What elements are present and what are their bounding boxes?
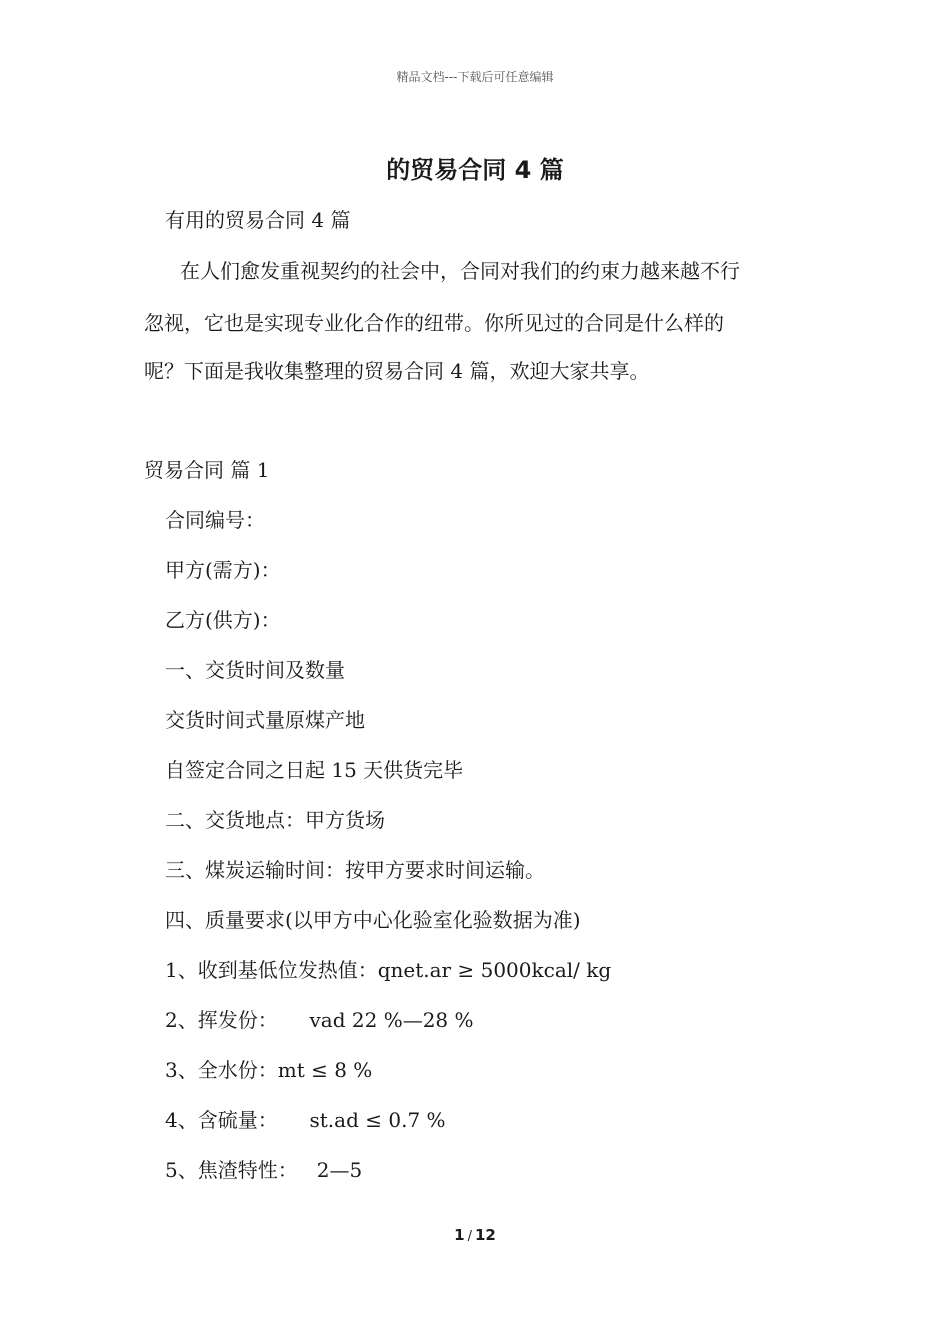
contract-number-label: 合同编号： [165,508,265,532]
document-title: 的贸易合同 4 篇 [386,156,564,184]
quality-item-5: 5、焦渣特性： 2—5 [165,1158,363,1182]
quality-item-1: 1、收到基低位发热值：qnet.ar ≥ 5000kcal/ kg [165,958,612,982]
page-number [0,1226,950,1244]
intro-line-3: 呢？下面是我收集整理的贸易合同 4 篇，欢迎大家共享。 [144,359,650,383]
quality-item-3: 3、全水份：mt ≤ 8 % [165,1058,373,1082]
intro-line-2: 忽视，它也是实现专业化合作的纽带。你所见过的合同是什么样的 [144,311,724,335]
party-a-label: 甲方(需方)： [165,558,281,582]
clause-1-table-header: 交货时间式量原煤产地 [165,708,365,732]
clause-1-detail: 自签定合同之日起 15 天供货完毕 [165,758,464,782]
clause-2: 二、交货地点：甲方货场 [165,808,385,832]
intro-line-1: 在人们愈发重视契约的社会中，合同对我们的约束力越来越不行 [180,259,740,283]
document-subtitle: 有用的贸易合同 4 篇 [165,208,351,232]
section-heading: 贸易合同 篇 1 [144,458,270,482]
clause-4-heading: 四、质量要求(以甲方中心化验室化验数据为准) [165,908,581,932]
page-separator: / [467,1229,472,1244]
party-b-label: 乙方(供方)： [165,608,281,632]
quality-item-2: 2、挥发份： vad 22 %—28 % [165,1008,474,1032]
page-header: 精品文档---下载后可任意编辑 [396,70,554,84]
total-pages: 12 [474,1226,496,1244]
current-page: 1 [454,1226,465,1244]
quality-item-4: 4、含硫量： st.ad ≤ 0.7 % [165,1108,446,1132]
clause-3: 三、煤炭运输时间：按甲方要求时间运输。 [165,858,545,882]
clause-1-heading: 一、交货时间及数量 [165,658,345,682]
